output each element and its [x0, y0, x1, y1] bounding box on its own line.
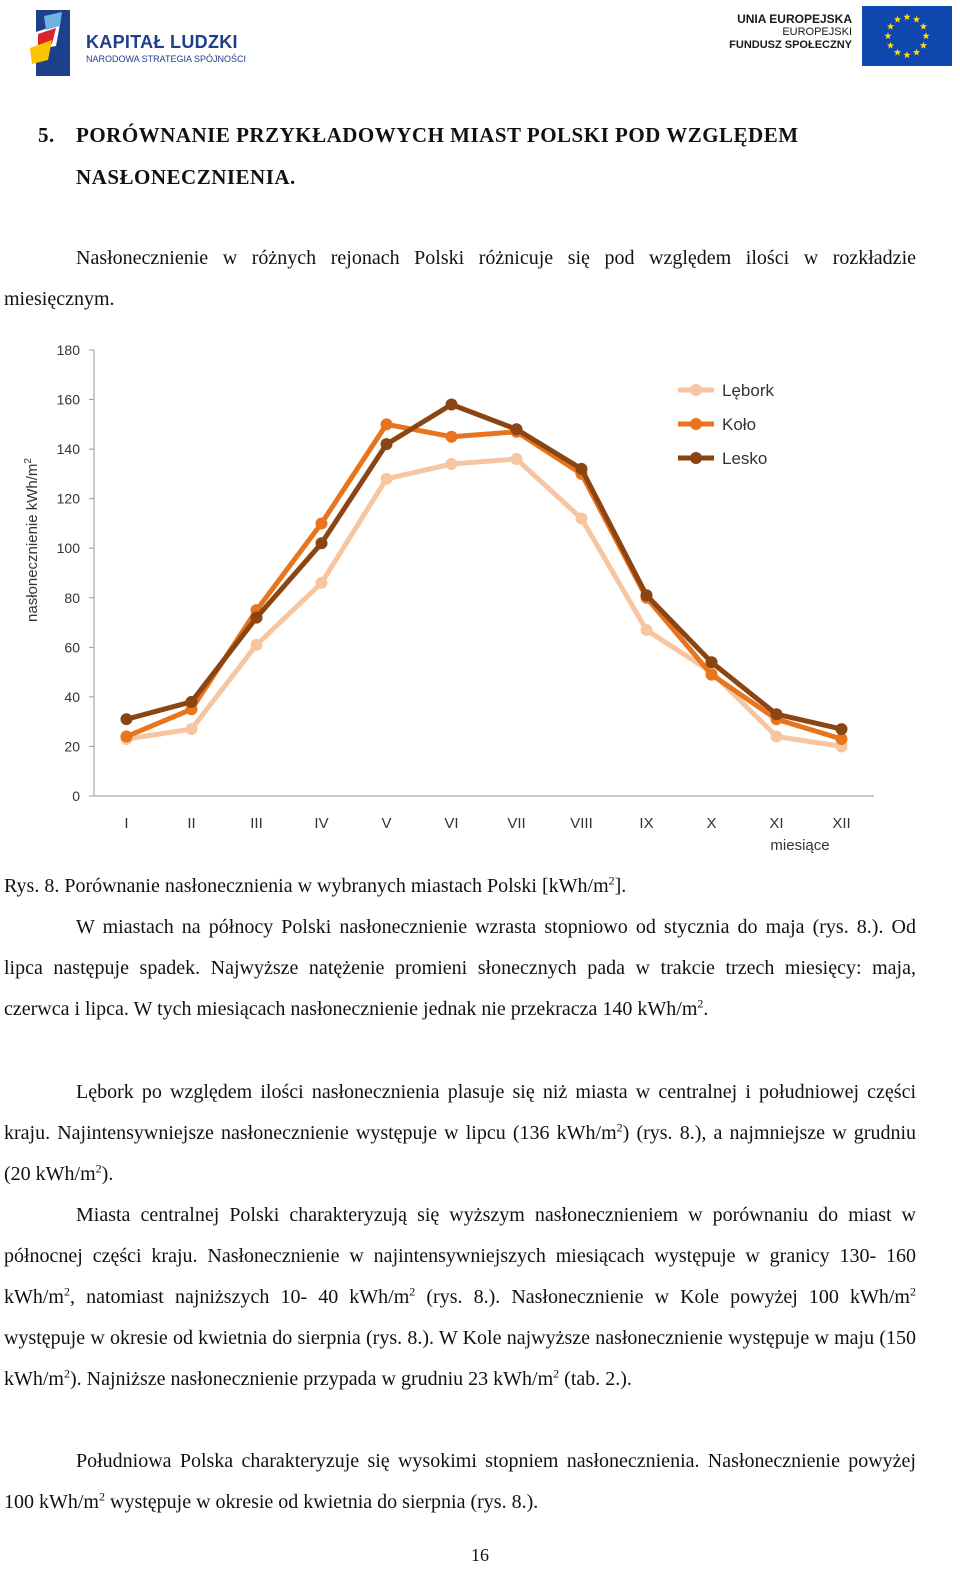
y-tick-label: 0: [72, 788, 80, 804]
paragraph-1: [4, 907, 916, 1030]
page-number: 16: [471, 1545, 489, 1565]
p3-sup2: 2: [409, 1284, 416, 1299]
y-tick-label: 120: [56, 490, 80, 507]
x-tick-label: VI: [444, 815, 459, 832]
data-point: [446, 431, 458, 443]
eu-text-line1: UNIA EUROPEJSKA: [737, 12, 852, 26]
data-point: [186, 696, 198, 708]
kapital-ludzki-title: KAPITAŁ LUDZKI: [86, 32, 238, 52]
kapital-ludzki-emblem-icon: [30, 10, 74, 80]
eu-flag-icon: [862, 6, 952, 66]
section-number: 5.: [38, 123, 55, 147]
legend-swatch-marker: [690, 418, 702, 430]
series-line: [127, 459, 842, 746]
p3-sup3: 2: [910, 1284, 916, 1299]
data-point: [381, 473, 393, 485]
p2-end: ).: [101, 1163, 114, 1185]
y-axis-label-text: nasłonecznienie kWh/m: [24, 463, 41, 622]
legend-item: [678, 381, 774, 400]
p3-sup5: 2: [553, 1366, 560, 1381]
p2-sup2: 2: [95, 1161, 102, 1176]
data-point: [576, 463, 588, 475]
series-line: [127, 424, 842, 739]
y-axis-label-sup: 2: [23, 458, 34, 464]
data-point: [641, 624, 653, 636]
x-tick-label: II: [187, 815, 196, 832]
p1-text: W miastach na północy Polski nasłonecznienie wzrasta stopniowo od stycznia do maja (rys. 8.). Od lipca następuje spadek. Najwyższe natężenie promieni słonecznych pada w trakcie trzech miesięcy: maja, czerwca i lipca. W tych miesiącach nasłonecznienie jednak nie przekracza 140 kWh/m: [4, 916, 916, 1020]
page-header: [0, 0, 960, 90]
section-heading: [38, 114, 918, 198]
x-tick-label: XI: [769, 815, 784, 832]
paragraph-2: [4, 1072, 916, 1195]
x-tick-label: V: [381, 815, 392, 832]
data-point: [511, 453, 523, 465]
p1-end: .: [703, 998, 709, 1020]
p4-text: Południowa Polska charakteryzuje się wysokimi stopniem nasłonecznienia. Nasłonecznienie powyżej 100 kWh/m: [4, 1450, 916, 1513]
paragraph-3: [4, 1195, 916, 1400]
y-tick-label: 160: [56, 391, 80, 408]
p1-sup: 2: [697, 996, 704, 1011]
p3-text-a: Miasta centralnej Polski charakteryzują się wyższym nasłonecznieniem w porównaniu do miast w północnej części kraju. Nasłonecznienie w najintensywniejszych miesiącach występuje w granicy 130- 160 kWh/m: [4, 1204, 916, 1308]
x-axis-label: miesiące: [770, 837, 830, 854]
legend-swatch-marker: [690, 384, 702, 396]
eu-text-line3: FUNDUSZ SPOŁECZNY: [729, 39, 852, 51]
legend-swatch-marker: [690, 452, 702, 464]
data-point: [251, 612, 263, 624]
x-tick-label: IX: [639, 815, 654, 832]
kapital-ludzki-logo: [30, 8, 260, 82]
data-point: [836, 723, 848, 735]
p3-text-e: ). Najniższe nasłonecznienie przypada w grudniu 23 kWh/m: [70, 1368, 554, 1390]
y-tick-label: 180: [56, 342, 80, 358]
section-title-line2: NASŁONECZNIENIA.: [76, 165, 296, 189]
data-point: [706, 656, 718, 668]
data-point: [641, 589, 653, 601]
x-tick-label: IV: [314, 815, 329, 832]
data-point: [121, 713, 133, 725]
kapital-ludzki-subtitle: NARODOWA STRATEGIA SPÓJNOŚCI: [86, 54, 247, 64]
y-tick-label: 80: [64, 589, 80, 606]
data-point: [446, 399, 458, 411]
legend-item: [678, 449, 767, 468]
data-point: [576, 512, 588, 524]
x-tick-label: I: [124, 815, 129, 832]
p3-sup1: 2: [64, 1284, 70, 1299]
chart-legend: [678, 381, 774, 468]
p3-end: (tab. 2.).: [559, 1368, 632, 1390]
paragraph-4: [4, 1441, 916, 1523]
p4-sup: 2: [99, 1489, 105, 1504]
legend-label: Koło: [722, 415, 757, 434]
p2-text-a: Lębork po względem ilości nasłonecznienia plasuje się niż miasta w centralnej i południowej części kraju. Najintensywniejsze nasłonecznienie występuje w lipcu (136 kWh/m: [4, 1081, 916, 1144]
p3-sup4: 2: [64, 1366, 70, 1381]
p2-text-b: ) (rys. 8.), a najmniejsze w grudniu (20 kWh/m: [4, 1122, 916, 1185]
intro-paragraph: Nasłonecznienie w różnych rejonach Polski różnicuje się pod względem ilości w rozkładzie miesięcznym.: [4, 247, 916, 310]
data-point: [316, 517, 328, 529]
y-tick-label: 60: [64, 639, 80, 656]
series-Lębork: [121, 453, 848, 752]
y-tick-label: 100: [56, 540, 80, 557]
p2-sup1: 2: [616, 1120, 623, 1135]
y-axis-label: [23, 458, 41, 622]
eu-logo: [722, 4, 952, 66]
legend-label: Lębork: [722, 381, 774, 400]
data-point: [381, 438, 393, 450]
p4-end: występuje w okresie od kwietnia do sierpnia (rys. 8.).: [105, 1491, 539, 1513]
caption-sup: 2: [608, 873, 615, 888]
y-tick-label: 20: [64, 738, 80, 755]
data-point: [706, 669, 718, 681]
legend-item: [678, 415, 756, 434]
figure-caption: [4, 866, 626, 906]
data-point: [381, 418, 393, 430]
data-point: [251, 639, 263, 651]
section-title-line1: PORÓWNANIE PRZYKŁADOWYCH MIAST POLSKI POD WZGLĘDEM: [76, 123, 799, 147]
y-tick-label: 40: [64, 688, 80, 705]
x-tick-label: X: [706, 815, 717, 832]
p3-text-b: , natomiast najniższych 10- 40 kWh/m: [70, 1286, 410, 1308]
legend-label: Lesko: [722, 449, 768, 468]
data-point: [511, 423, 523, 435]
insolation-line-chart: [0, 330, 960, 870]
x-tick-label: III: [250, 815, 263, 832]
caption-end: ].: [614, 875, 627, 897]
caption-text: Rys. 8. Porównanie nasłonecznienia w wybranych miastach Polski [kWh/m: [4, 875, 609, 897]
x-tick-label: VII: [507, 815, 526, 832]
x-tick-label: VIII: [570, 815, 593, 832]
p3-text-c: (rys. 8.). Nasłonecznienie w Kole powyżej 100 kWh/m: [415, 1286, 910, 1308]
p3-text-d: występuje w okresie od kwietnia do sierpnia (rys. 8.). W Kole najwyższe nasłonecznienie występuje w maju (150 kWh/m: [4, 1327, 916, 1390]
data-point: [446, 458, 458, 470]
data-point: [186, 723, 198, 735]
data-point: [316, 537, 328, 549]
data-point: [771, 708, 783, 720]
data-point: [121, 731, 133, 743]
eu-text-line2: EUROPEJSKI: [782, 26, 852, 38]
x-tick-label: XII: [832, 815, 851, 832]
data-point: [316, 577, 328, 589]
data-point: [771, 731, 783, 743]
eu-text: [729, 12, 852, 52]
y-tick-label: 140: [56, 441, 80, 458]
